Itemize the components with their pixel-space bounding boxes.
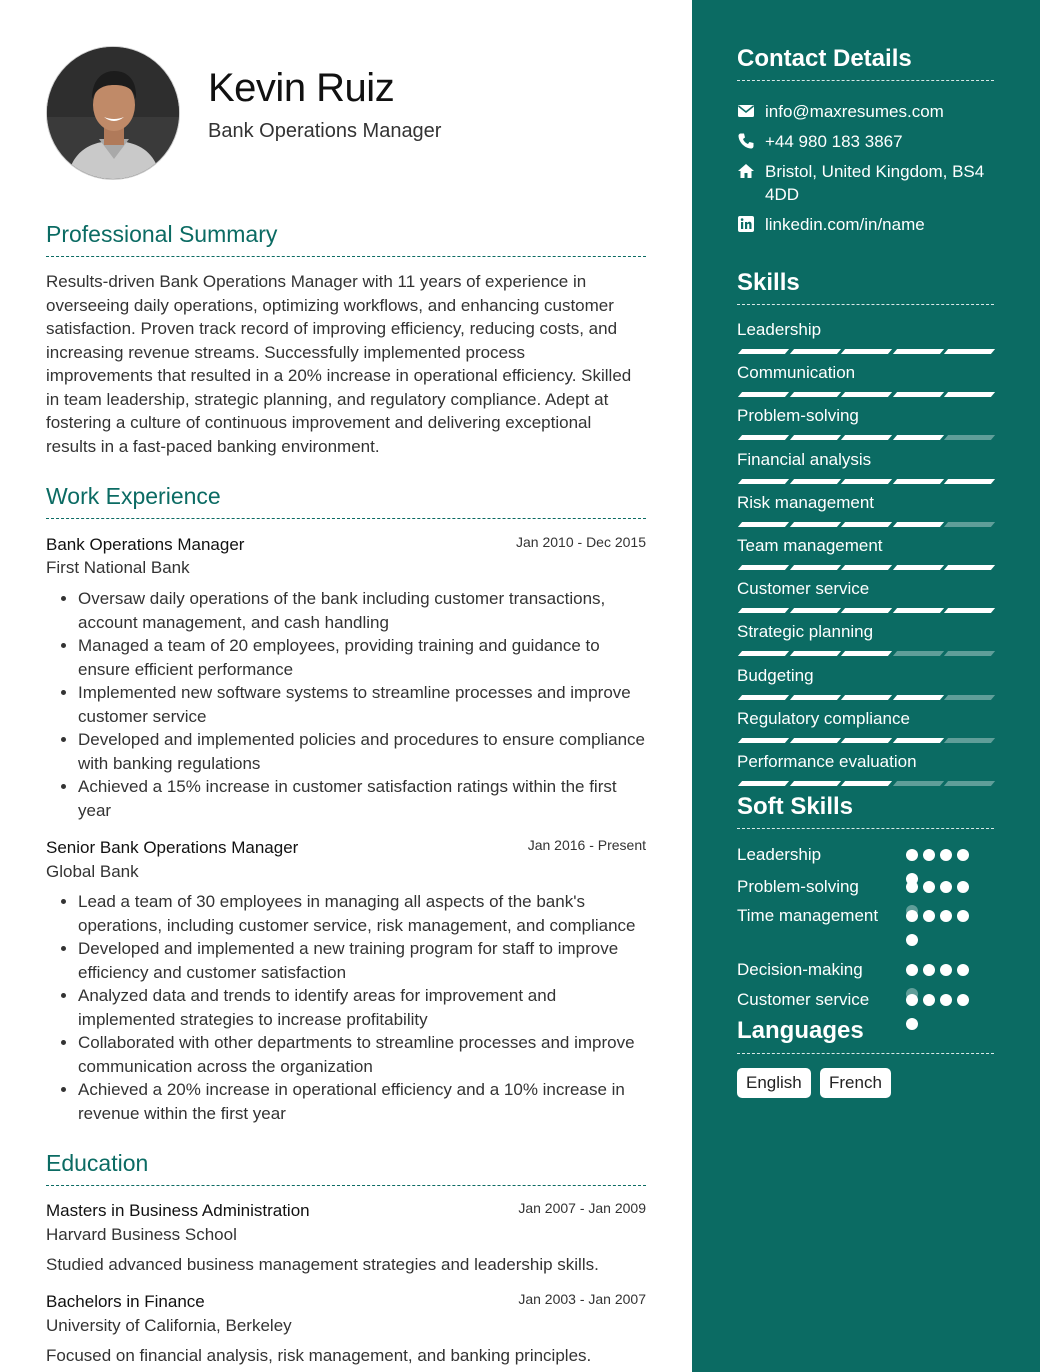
summary-text: Results-driven Bank Operations Manager with 11 years of experience in overseeing daily operations, optimizing workflows, and enhancing customer satisfaction. Proven track record of improving efficiency, reducing costs, and increasing revenue streams. Successfully implemented process improvements that resulted in a 20% increase in operational efficiency. Skilled in team leadership, strategic planning, and regulatory compliance. Adept at fostering a culture of continuous improvement and delivering exceptional results in a fast-paced banking environment. <box>46 272 632 456</box>
job-dates: Jan 2010 - Dec 2015 <box>516 534 646 550</box>
soft-skill-name: Decision-making <box>737 960 863 979</box>
skill-rating-segment <box>944 738 995 743</box>
skills-divider <box>737 304 994 305</box>
skill-rating-segment <box>738 781 789 786</box>
phone-icon <box>737 132 755 150</box>
job-bullets <box>46 587 646 822</box>
skill-rating-segment <box>789 522 840 527</box>
summary-heading: Professional Summary <box>46 221 278 247</box>
skill-rating-bar <box>737 781 994 786</box>
skill-rating-segment <box>892 565 943 570</box>
job-org: Global Bank <box>46 862 139 881</box>
skill-rating-segment <box>944 651 995 656</box>
envelope-icon <box>737 102 755 120</box>
contact-heading: Contact Details <box>737 45 912 72</box>
skill-rating-segment <box>944 435 995 440</box>
skill-rating-bar <box>737 565 994 570</box>
soft-skill-rating <box>906 910 986 926</box>
skill-rating-segment <box>892 738 943 743</box>
sidebar <box>692 0 1040 1372</box>
soft-skill-name: Time management <box>737 906 879 925</box>
skill-rating-segment <box>841 392 892 397</box>
skill-rating-segment <box>892 608 943 613</box>
skill-name: Risk management <box>737 492 875 512</box>
list-item: • Managed a team of 20 employees, providing training and guidance to ensure efficient performance <box>78 634 646 681</box>
skill-rating-segment <box>944 479 995 484</box>
skill-name: Strategic planning <box>737 622 874 642</box>
list-item: • Achieved a 15% increase in customer satisfaction ratings within the first year <box>78 775 646 822</box>
summary-divider <box>46 256 646 257</box>
languages-divider <box>737 1053 994 1054</box>
skill-rating-segment <box>944 781 995 786</box>
skill-rating-bar <box>737 479 994 484</box>
rating-dot <box>957 994 969 1006</box>
skill-rating-segment <box>841 738 892 743</box>
list-item: • Lead a team of 30 employees in managing all aspects of the bank's operations, including customer service, risk management, and compliance <box>78 890 646 937</box>
degree-description: Focused on financial analysis, risk management, and banking principles. <box>46 1346 592 1365</box>
contact-divider <box>737 80 994 81</box>
rating-dot <box>906 934 918 946</box>
rating-dot <box>923 849 935 861</box>
skill-rating-segment <box>841 651 892 656</box>
soft-skill-rating <box>906 994 986 1010</box>
skill-rating-segment <box>841 349 892 354</box>
soft-skill-rating <box>906 881 986 897</box>
skill-rating-bar <box>737 608 994 613</box>
skill-rating-segment <box>841 522 892 527</box>
skill-rating-segment <box>892 479 943 484</box>
job-dates: Jan 2016 - Present <box>527 837 646 853</box>
skill-rating-segment <box>789 651 840 656</box>
language-badge: English <box>737 1068 811 1098</box>
list-item: • Developed and implemented policies and procedures to ensure compliance with banking regulations <box>78 728 646 775</box>
soft-skill-name: Problem-solving <box>737 877 859 896</box>
skill-name: Regulatory compliance <box>737 708 910 728</box>
skill-rating-segment <box>738 738 789 743</box>
contact-address <box>737 160 1002 206</box>
contact-phone[interactable] <box>737 130 1002 153</box>
rating-dot <box>906 881 918 893</box>
skill-rating-bar <box>737 738 994 743</box>
rating-dot <box>906 964 918 976</box>
languages-heading: Languages <box>737 1017 864 1044</box>
rating-dot <box>957 964 969 976</box>
school-name: Harvard Business School <box>46 1225 237 1244</box>
rating-dot <box>957 910 969 922</box>
rating-dot <box>923 910 935 922</box>
skill-rating-segment <box>789 695 840 700</box>
skill-rating-segment <box>738 565 789 570</box>
degree-title: Bachelors in Finance <box>46 1292 205 1311</box>
rating-dot <box>923 994 935 1006</box>
home-icon <box>737 162 755 180</box>
soft-skills-divider <box>737 828 994 829</box>
skill-rating-segment <box>892 435 943 440</box>
education-heading: Education <box>46 1150 149 1176</box>
profile-photo <box>47 47 180 180</box>
rating-dot <box>940 849 952 861</box>
candidate-role: Bank Operations Manager <box>208 120 442 142</box>
soft-skill-name: Leadership <box>737 845 822 864</box>
skill-rating-segment <box>738 695 789 700</box>
rating-dot <box>923 881 935 893</box>
contact-email[interactable] <box>737 100 1002 123</box>
education-divider <box>46 1185 646 1186</box>
soft-skill-rating <box>906 849 986 865</box>
skill-rating-segment <box>789 479 840 484</box>
rating-dot <box>906 910 918 922</box>
skill-name: Problem-solving <box>737 406 859 426</box>
experience-divider <box>46 518 646 519</box>
list-item: • Analyzed data and trends to identify areas for improvement and implemented strategies to increase profitability <box>78 984 646 1031</box>
skill-rating-segment <box>789 565 840 570</box>
job-bullets <box>46 890 646 1125</box>
skill-name: Team management <box>737 536 883 555</box>
skill-rating-segment <box>944 695 995 700</box>
rating-dot <box>906 994 918 1006</box>
soft-skills-heading: Soft Skills <box>737 793 854 820</box>
language-badge: French <box>820 1068 891 1098</box>
rating-dot <box>957 881 969 893</box>
skill-rating-segment <box>738 651 789 656</box>
degree-dates: Jan 2003 - Jan 2007 <box>518 1291 646 1307</box>
contact-linkedin[interactable] <box>737 213 1002 236</box>
skill-rating-bar <box>737 392 994 397</box>
list-item: • Achieved a 20% increase in operational efficiency and a 10% increase in revenue within the first year <box>78 1078 646 1125</box>
skill-rating-segment <box>944 608 995 613</box>
skill-rating-segment <box>944 522 995 527</box>
linkedin-icon <box>737 215 755 233</box>
rating-dot <box>940 964 952 976</box>
skill-rating-segment <box>944 565 995 570</box>
skill-name: Customer service <box>737 579 870 599</box>
skill-rating-segment <box>841 479 892 484</box>
skill-rating-segment <box>944 392 995 397</box>
skill-name: Leadership <box>737 320 822 339</box>
rating-dot <box>940 994 952 1006</box>
address-text: Bristol, United Kingdom, BS4 4DD <box>765 162 985 204</box>
skills-heading: Skills <box>737 269 800 296</box>
skill-rating-segment <box>789 392 840 397</box>
skill-rating-segment <box>944 349 995 354</box>
linkedin-text: linkedin.com/in/name <box>765 215 925 234</box>
skill-rating-segment <box>841 565 892 570</box>
skill-rating-segment <box>789 435 840 440</box>
soft-skill-name: Customer service <box>737 990 870 1009</box>
skill-rating-segment <box>789 738 840 743</box>
soft-skill-rating <box>906 964 986 980</box>
skill-rating-segment <box>738 479 789 484</box>
skill-name: Budgeting <box>737 665 814 685</box>
skill-rating-segment <box>892 522 943 527</box>
degree-description: Studied advanced business management strategies and leadership skills. <box>46 1255 599 1274</box>
job-title: Bank Operations Manager <box>46 535 245 554</box>
candidate-name: Kevin Ruiz <box>208 66 395 110</box>
skill-rating-segment <box>789 608 840 613</box>
skill-name: Communication <box>737 363 856 383</box>
job-title: Senior Bank Operations Manager <box>46 838 299 857</box>
skill-rating-segment <box>789 781 840 786</box>
email-text: info@maxresumes.com <box>765 102 944 121</box>
skill-rating-segment <box>841 435 892 440</box>
skill-rating-segment <box>892 695 943 700</box>
skill-rating-segment <box>738 392 789 397</box>
rating-dot <box>957 849 969 861</box>
skill-rating-segment <box>738 522 789 527</box>
skill-rating-segment <box>892 349 943 354</box>
experience-heading: Work Experience <box>46 483 221 509</box>
rating-dot <box>906 1018 918 1030</box>
rating-dot <box>906 849 918 861</box>
list-item: • Developed and implemented a new training program for staff to improve efficiency and customer satisfaction <box>78 937 646 984</box>
skill-rating-segment <box>892 651 943 656</box>
skill-rating-bar <box>737 522 994 527</box>
skill-rating-bar <box>737 651 994 656</box>
skill-rating-segment <box>789 349 840 354</box>
rating-dot <box>940 881 952 893</box>
skill-name: Financial analysis <box>737 449 872 469</box>
list-item: • Oversaw daily operations of the bank including customer transactions, account management, and cash handling <box>78 587 646 634</box>
phone-text: +44 980 183 3867 <box>765 132 903 151</box>
skill-rating-bar <box>737 349 994 354</box>
job-org: First National Bank <box>46 558 190 577</box>
skill-rating-bar <box>737 695 994 700</box>
degree-title: Masters in Business Administration <box>46 1201 310 1220</box>
skill-rating-segment <box>841 781 892 786</box>
skill-name: Performance evaluation <box>737 752 917 771</box>
rating-dot <box>923 964 935 976</box>
list-item: • Implemented new software systems to streamline processes and improve customer service <box>78 681 646 728</box>
skill-rating-segment <box>738 608 789 613</box>
rating-dot <box>940 910 952 922</box>
skill-rating-segment <box>892 781 943 786</box>
skill-rating-segment <box>738 435 789 440</box>
skill-rating-segment <box>892 392 943 397</box>
school-name: University of California, Berkeley <box>46 1316 292 1335</box>
degree-dates: Jan 2007 - Jan 2009 <box>518 1200 646 1216</box>
skill-rating-bar <box>737 435 994 440</box>
avatar <box>46 46 180 180</box>
list-item: • Collaborated with other departments to streamline processes and improve communication across the organization <box>78 1031 646 1078</box>
skill-rating-segment <box>841 695 892 700</box>
skill-rating-segment <box>841 608 892 613</box>
skill-rating-segment <box>738 349 789 354</box>
